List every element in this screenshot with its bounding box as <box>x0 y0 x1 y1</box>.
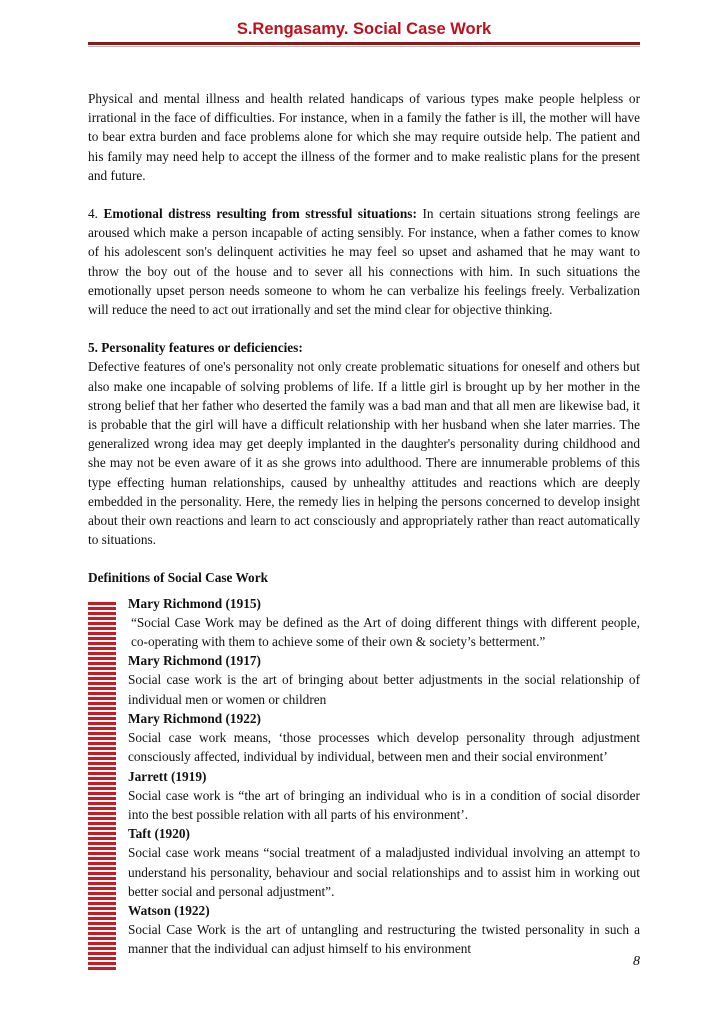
section-5-text: Defective features of one's personality not only create problematic situations for oneself and others but also make one incapable of solving problems of life. If a little girl is brought up by her mother in the strong belief that her father who deserted the family was a bad man and that all men are likewise bad, it is probable that the girl will have a difficult relationship with her husband when she later marries. The generalized wrong idea may get deeply implanted in the daughter's personality during childhood and she may not be even aware of it as she grows into adulthood. There are innumerable problems of this type effecting human relationships, caused by unhealthy attitudes and reactions which are deeply embedded in the personality. Here, the remedy lies in helping the persons concerned to develop insight about their own reactions and learn to act consciously and appropriately rather than react automatically to situations. <box>88 359 640 548</box>
definition-text: Social case work means “social treatment of a maladjusted individual involving an attempt to understand his personality, behaviour and social relationships and to assist him in working out better social and personal adjustment”. <box>128 845 640 899</box>
definition-author: Mary Richmond (1915) <box>128 595 261 611</box>
definition-text: Social case work means, ‘those processes which develop personality through adjustment consciously affected, individual by individual, between men and their social environment’ <box>128 730 640 765</box>
definition-author: Jarrett (1919) <box>128 768 207 784</box>
definitions-heading: Definitions of Social Case Work <box>88 570 269 586</box>
page-number: 8 <box>633 954 640 969</box>
definition-text: Social Case Work is the art of untangling and restructuring the twisted personality in such a manner that the individual can adjust himself to his environment <box>128 922 640 957</box>
paragraph-illness: Physical and mental illness and health related handicaps of various types make people helpless or irrational in the face of difficulties. For instance, when in a family the father is ill, the mother will have to bear extra burden and face problems alone for which she may require outside help. The patient and his family may need help to accept the illness of the former and to make realistic plans for the present and future. <box>88 91 640 183</box>
definition-author: Taft (1920) <box>128 826 190 842</box>
definition-author: Mary Richmond (1922) <box>128 710 261 726</box>
header-rule-thick <box>88 42 640 45</box>
page-content <box>88 89 640 959</box>
definition-author: Mary Richmond (1917) <box>128 653 261 669</box>
definition-text: “Social Case Work may be defined as the Art of doing different things with different people, co-operating with them to achieve some of their own & society’s betterment.” <box>131 614 640 650</box>
definitions-list <box>88 594 640 959</box>
decorative-stripe-bar <box>88 602 116 972</box>
section-4-number: 4. <box>88 206 98 222</box>
section-4-paragraph <box>88 204 640 319</box>
section-4-title: Emotional distress resulting from stressful situations: <box>103 206 417 222</box>
section-5-heading: 5. Personality features or deficiencies: <box>88 340 303 356</box>
definition-text: Social case work is the art of bringing about better adjustments in the social relationship of individual men or women or children <box>128 672 640 707</box>
header-rule-thin <box>88 46 640 47</box>
page-header-title: S.Rengasamy. Social Case Work <box>236 20 492 38</box>
definition-text: Social case work is “the art of bringing an individual who is in a condition of social disorder into the best possible relation with all parts of his environment’. <box>128 787 640 822</box>
section-4-text: In certain situations strong feelings are aroused which make a person incapable of acting sensibly. For instance, when a father comes to know of his adolescent son's delinquent activities he may feel so upset and ashamed that he may want to throw the boy out of the house and to sever all his connections with him. In such situations the emotionally upset person needs someone to whom he can verbalize his feelings freely. Verbalization will reduce the need to act out irrationally and set the mind clear for objective thinking. <box>88 206 640 318</box>
definition-author: Watson (1922) <box>128 902 210 918</box>
